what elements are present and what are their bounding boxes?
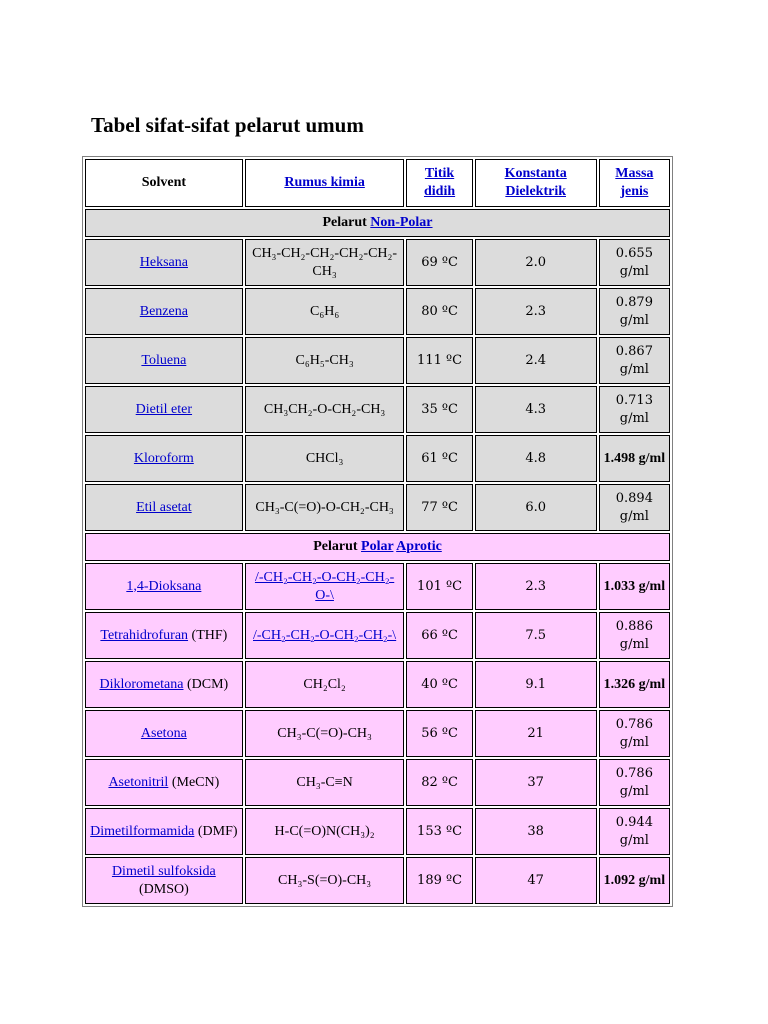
dielectric-cell — [475, 239, 597, 286]
solvent-cell — [85, 484, 243, 531]
header-boiling-point-link[interactable]: Titik didih — [423, 166, 456, 199]
formula-text: CH₃-C≡N — [296, 774, 353, 790]
solvent-name-link[interactable]: Kloroform — [133, 450, 194, 466]
section-header — [85, 209, 670, 237]
dielectric-value: 2.3 — [525, 303, 547, 319]
solvent-name-link[interactable]: Asetona — [140, 725, 187, 741]
solvent-cell — [85, 386, 243, 433]
boiling-point-value: 61 ºC — [421, 450, 458, 466]
solvent-cell — [85, 435, 243, 482]
formula-cell — [245, 484, 405, 531]
density-value: 0.713 g/ml — [615, 392, 653, 426]
boiling-point-value: 82 ºC — [421, 774, 458, 790]
formula-cell — [245, 337, 405, 384]
dielectric-value: 2.4 — [525, 352, 547, 368]
solvent-name-link[interactable]: Dietil eter — [135, 401, 193, 417]
boiling-point-value: 80 ºC — [421, 303, 458, 319]
formula-cell — [245, 612, 405, 659]
dielectric-value: 47 — [527, 872, 544, 888]
density-value: 0.879 g/ml — [615, 294, 653, 328]
formula-text: CHCl₃ — [305, 450, 344, 466]
density-cell — [599, 710, 670, 757]
density-cell — [599, 435, 670, 482]
solvent-properties-table — [82, 156, 673, 907]
section-link[interactable]: Aprotic — [396, 539, 442, 554]
table-header-row — [85, 159, 670, 207]
boiling-point-value: 35 ºC — [421, 401, 458, 417]
boiling-point-value: 40 ºC — [421, 676, 458, 692]
solvent-cell — [85, 563, 243, 610]
dielectric-value: 4.3 — [525, 401, 547, 417]
dielectric-value: 2.3 — [525, 578, 547, 594]
dielectric-value: 21 — [527, 725, 544, 741]
boiling-point-cell — [406, 563, 472, 610]
boiling-point-value: 111 ºC — [417, 352, 463, 368]
header-dielectric — [475, 159, 597, 207]
solvent-name-link[interactable]: Asetonitril — [108, 774, 169, 790]
table-row — [85, 484, 670, 531]
solvent-cell — [85, 759, 243, 806]
formula-text: CH₂Cl₂ — [303, 676, 346, 692]
header-density — [599, 159, 670, 207]
table-row — [85, 661, 670, 708]
boiling-point-value: 189 ºC — [417, 872, 463, 888]
density-cell — [599, 484, 670, 531]
formula-cell — [245, 857, 405, 904]
density-value: 0.786 g/ml — [615, 716, 653, 750]
formula-cell — [245, 288, 405, 335]
formula-cell — [245, 661, 405, 708]
solvent-cell — [85, 661, 243, 708]
formula-cell — [245, 808, 405, 855]
header-boiling-point — [406, 159, 472, 207]
solvent-name-link[interactable]: Etil asetat — [136, 499, 192, 515]
density-value: 0.886 g/ml — [615, 618, 653, 652]
boiling-point-cell — [406, 288, 472, 335]
density-cell — [599, 808, 670, 855]
boiling-point-cell — [406, 484, 472, 531]
density-value: 0.894 g/ml — [615, 490, 653, 524]
formula-link[interactable]: /-CH₂-CH₂-O-CH₂-CH₂-O-\ — [254, 569, 395, 603]
density-value: 1.092 g/ml — [603, 872, 666, 888]
dielectric-value: 7.5 — [525, 627, 547, 643]
density-cell — [599, 288, 670, 335]
table-row — [85, 337, 670, 384]
density-value: 0.867 g/ml — [615, 343, 653, 377]
density-cell — [599, 337, 670, 384]
table-body — [85, 209, 670, 904]
formula-link[interactable]: /-CH₂-CH₂-O-CH₂-CH₂-\ — [253, 627, 397, 643]
boiling-point-cell — [406, 435, 472, 482]
header-formula-link[interactable]: Rumus kimia — [284, 175, 365, 190]
boiling-point-cell — [406, 857, 472, 904]
density-value: 0.786 g/ml — [615, 765, 653, 799]
section-link[interactable]: Polar — [361, 539, 394, 554]
density-value: 1.033 g/ml — [603, 578, 666, 594]
header-dielectric-link[interactable]: Konstanta Dielektrik — [504, 166, 567, 199]
table-row — [85, 808, 670, 855]
formula-cell — [245, 386, 405, 433]
boiling-point-cell — [406, 710, 472, 757]
section-link[interactable]: Non-Polar — [370, 215, 433, 230]
solvent-abbreviation: (THF) — [188, 627, 228, 643]
formula-text: CH₃-C(=O)-O-CH₂-CH₃ — [255, 499, 394, 515]
solvent-name-link[interactable]: Dimetil sulfoksida — [111, 863, 216, 879]
formula-text: H-C(=O)N(CH₃)₂ — [274, 823, 375, 839]
density-cell — [599, 661, 670, 708]
dielectric-cell — [475, 337, 597, 384]
formula-cell — [245, 239, 405, 286]
density-value: 1.498 g/ml — [603, 450, 666, 466]
formula-cell — [245, 563, 405, 610]
density-cell — [599, 759, 670, 806]
dielectric-cell — [475, 808, 597, 855]
header-formula — [245, 159, 405, 207]
density-cell — [599, 612, 670, 659]
boiling-point-cell — [406, 808, 472, 855]
solvent-cell — [85, 337, 243, 384]
table-row — [85, 386, 670, 433]
boiling-point-cell — [406, 759, 472, 806]
section-header-row — [85, 533, 670, 561]
formula-text: C₆H₆ — [309, 303, 340, 319]
solvent-abbreviation: (MeCN) — [168, 774, 220, 790]
formula-text: CH₃-C(=O)-CH₃ — [277, 725, 372, 741]
section-header — [85, 533, 670, 561]
boiling-point-value: 69 ºC — [421, 254, 458, 270]
page-title: Tabel sifat-sifat pelarut umum — [91, 113, 364, 137]
formula-text: C₆H₅-CH₃ — [295, 352, 354, 368]
dielectric-cell — [475, 484, 597, 531]
formula-cell — [245, 759, 405, 806]
solvent-cell — [85, 857, 243, 904]
solvent-abbreviation: (DMSO) — [138, 881, 189, 897]
dielectric-value: 4.8 — [525, 450, 547, 466]
boiling-point-cell — [406, 239, 472, 286]
density-cell — [599, 857, 670, 904]
dielectric-value: 6.0 — [525, 499, 547, 515]
density-value: 0.944 g/ml — [615, 814, 653, 848]
density-value: 0.655 g/ml — [615, 245, 653, 279]
section-prefix: Pelarut — [313, 539, 362, 554]
table-row — [85, 759, 670, 806]
boiling-point-cell — [406, 386, 472, 433]
boiling-point-cell — [406, 337, 472, 384]
solvent-cell — [85, 239, 243, 286]
solvent-abbreviation: (DMF) — [194, 823, 238, 839]
dielectric-cell — [475, 857, 597, 904]
table-row — [85, 563, 670, 610]
boiling-point-cell — [406, 612, 472, 659]
dielectric-cell — [475, 661, 597, 708]
dielectric-cell — [475, 386, 597, 433]
boiling-point-cell — [406, 661, 472, 708]
solvent-cell — [85, 288, 243, 335]
dielectric-value: 37 — [527, 774, 544, 790]
formula-cell — [245, 710, 405, 757]
solvent-abbreviation: (DCM) — [183, 676, 229, 692]
solvent-name-link[interactable]: Heksana — [139, 254, 188, 270]
table-row — [85, 288, 670, 335]
density-cell — [599, 239, 670, 286]
dielectric-cell — [475, 563, 597, 610]
solvent-cell — [85, 808, 243, 855]
density-value: 1.326 g/ml — [603, 676, 666, 692]
dielectric-cell — [475, 288, 597, 335]
dielectric-cell — [475, 710, 597, 757]
solvent-name-link[interactable]: Toluena — [141, 352, 187, 368]
formula-text: CH₃-S(=O)-CH₃ — [278, 872, 372, 888]
section-header-row — [85, 209, 670, 237]
density-cell — [599, 386, 670, 433]
table-row — [85, 612, 670, 659]
solvent-name-link[interactable]: Benzena — [139, 303, 188, 319]
dielectric-value: 2.0 — [525, 254, 547, 270]
solvent-name-link[interactable]: 1,4-Dioksana — [126, 578, 202, 594]
solvent-cell — [85, 710, 243, 757]
boiling-point-value: 153 ºC — [417, 823, 463, 839]
dielectric-value: 38 — [527, 823, 544, 839]
dielectric-cell — [475, 612, 597, 659]
boiling-point-value: 101 ºC — [417, 578, 463, 594]
table-row — [85, 857, 670, 904]
header-solvent: Solvent — [85, 159, 243, 207]
header-density-link[interactable]: Massa jenis — [615, 166, 654, 199]
dielectric-cell — [475, 435, 597, 482]
boiling-point-value: 56 ºC — [421, 725, 458, 741]
boiling-point-value: 66 ºC — [421, 627, 458, 643]
density-cell — [599, 563, 670, 610]
solvent-name-link[interactable]: Diklorometana — [99, 676, 184, 692]
formula-cell — [245, 435, 405, 482]
table-row — [85, 239, 670, 286]
formula-text: CH₃-CH₂-CH₂-CH₂-CH₂-CH₃ — [252, 245, 398, 279]
dielectric-cell — [475, 759, 597, 806]
section-prefix: Pelarut — [322, 215, 371, 230]
boiling-point-value: 77 ºC — [421, 499, 458, 515]
dielectric-value: 9.1 — [525, 676, 547, 692]
solvent-name-link[interactable]: Dimetilformamida — [90, 823, 195, 839]
table-row — [85, 435, 670, 482]
solvent-name-link[interactable]: Tetrahidrofuran — [100, 627, 189, 643]
solvent-cell — [85, 612, 243, 659]
table-row — [85, 710, 670, 757]
formula-text: CH₃CH₂-O-CH₂-CH₃ — [263, 401, 386, 417]
